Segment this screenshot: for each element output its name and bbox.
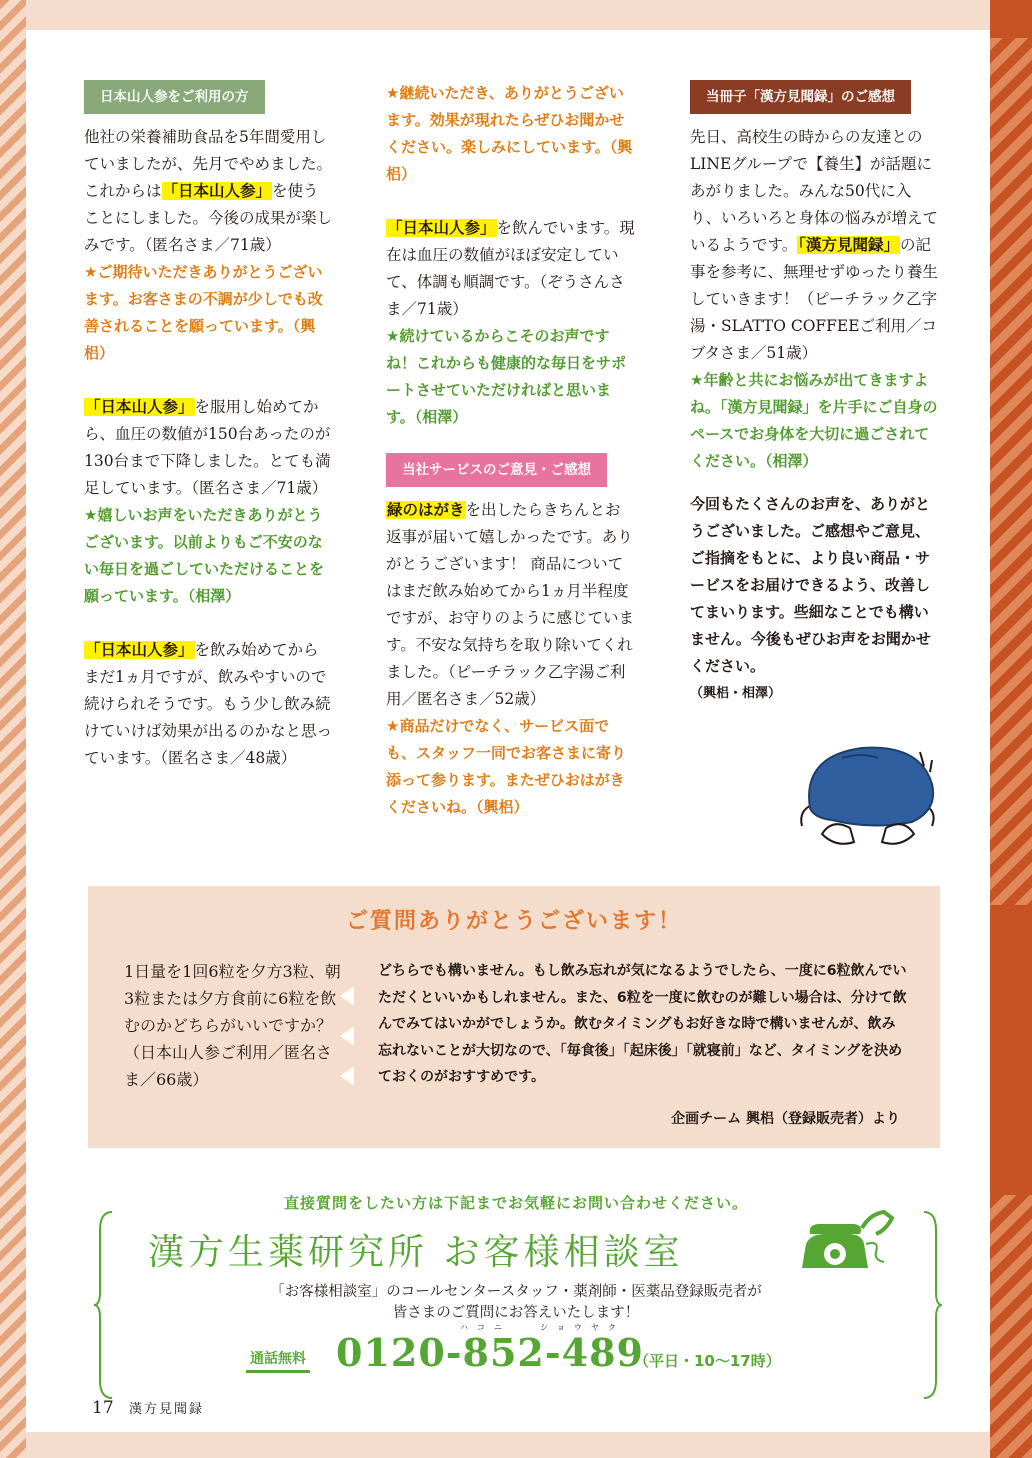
section-header-nihon-yamaninjin: 日本山人参をご利用の方 [84, 80, 265, 114]
testimonial-3: 「日本山人参」を飲み始めてからまだ1ヵ月ですが、飲みやすいので続けられそうです。もう少し飲み続けていけば効果が出るのかなと思っています。（匿名さま／48歳） [84, 641, 333, 767]
qa-answer-signature: 企画チーム 興梠（登録販売者）より [671, 1111, 900, 1127]
bowing-person-illustration [792, 738, 942, 850]
product-highlight: 「日本山人参」 [85, 641, 194, 659]
green-postcard-highlight: 緑のはがき [387, 501, 465, 519]
section-header-service: 当社サービスのご意見・ご感想 [386, 453, 607, 487]
column-3 [690, 80, 940, 707]
staff-reply-2: ★嬉しいお声をいただきありがとうございます。以前よりもご不安のない毎日を過ごしていただけることを願っています。（相澤） [84, 506, 325, 605]
staff-reply-6: ★年齢と共にお悩みが出てきますよね。「漢方見聞録」を片手にご自身のペースでお身体を大切に過ごされてください。（相澤） [690, 371, 938, 470]
closing-signature: （興梠・相澤） [690, 686, 782, 701]
phone-ruby-852: ハコニ [460, 1323, 511, 1332]
qa-arrow-decoration [340, 986, 360, 1106]
qa-question-author: （日本山人参ご利用／匿名さま／66歳） [124, 1043, 333, 1089]
kanpo-kenbunroku-highlight: 「漢方見聞録」 [798, 236, 900, 254]
section-header-booklet: 当冊子「漢方見聞録」のご感想 [690, 80, 911, 114]
staff-reply-4: ★続けているからこそのお声ですね！これからも健康的な毎日をサポートさせていただければと思います。（相澤） [386, 327, 627, 426]
testimonial-6: 先日、高校生の時からの友達とのLINEグループで【養生】が話題にあがりました。みんな50代に入り、いろいろと身体の悩みが増えているようです。「漢方見聞録」の記事を参考に、無理せずゆったり養生していきます！（ピーチラック乙字湯・SLATTO COFFEEご利用／コブタさま／51歳） [690, 128, 939, 362]
top-band [0, 0, 1032, 30]
qa-question: 1日量を1回6粒を夕方3粒、朝3粒または夕方食前に6粒を飲むのかどちらがいいですか？ （日本山人参ご利用／匿名さま／66歳） [124, 962, 341, 1089]
staff-reply-3: ★継続いただき、ありがとうございます。効果が現れたらぜひお聞かせください。楽しみにしています。（興梠） [386, 84, 633, 183]
qa-answer: どちらでも構いません。もし飲み忘れが気になるようでしたら、一度に6粒飲んでいただくといいかもしれません。また、6粒を一度に飲むのが難しい場合は、分けて飲んでみてはいかがでしょうか。飲むタイミングもお好きな時で構いませんが、飲み忘れないことが大切なので、「毎食後」「起床後」「就寝前」など、タイミングを決めておくのがおすすめです。 [378, 963, 907, 1085]
phone-ruby-489: ショウヤク [540, 1323, 625, 1332]
arrow-left-icon [340, 986, 354, 1006]
column-2 [386, 80, 636, 821]
contact-office-name: 漢方生薬研究所 お客様相談室 [148, 1232, 684, 1273]
product-highlight: 「日本山人参」 [85, 398, 194, 416]
staff-reply-5: ★商品だけでなく、サービス面でも、スタッフ一同でお客さまに寄り添って参ります。またぜひおはがきくださいね。（興梠） [386, 717, 627, 816]
business-hours: （平日・10〜17時） [634, 1352, 781, 1370]
magazine-title: 漢方見聞録 [129, 1402, 205, 1417]
testimonial-4: 「日本山人参」を飲んでいます。現在は血圧の数値がほぼ安定していて、体調も順調です。（ぞうさんさま／71歳） [386, 219, 635, 318]
contact-description: 「お客様相談室」のコールセンタースタッフ・薬剤師・医薬品登録販売者が 皆さまのご質問にお答えいたします！ [270, 1284, 762, 1321]
product-highlight: 「日本山人参」 [162, 182, 272, 200]
testimonial-2: 「日本山人参」を服用し始めてから、血圧の数値が150台あったのが130台まで下降しました。とても満足しています。（匿名さま／71歳） [84, 398, 331, 497]
toll-free-label: 通話無料 [246, 1346, 310, 1373]
arrow-left-icon [340, 1026, 354, 1046]
qa-title: ご質問ありがとうございます！ [345, 909, 682, 934]
right-stripe [990, 0, 1032, 1458]
right-accent-top [990, 0, 1032, 38]
contact-lead: 直接質問をしたい方は下記までお気軽にお問い合わせください。 [283, 1194, 748, 1212]
product-highlight: 「日本山人参」 [387, 219, 496, 237]
testimonial-5: 緑のはがきを出したらきちんとお返事が届いて嬉しかったです。ありがとうございます！ 商品についてはまだ飲み始めてから1ヵ月半程度ですが、お守りのように感じています。不安な気持ちを取り除いてくれました。（ピーチラック乙字湯ご利用／匿名さま／52歳） [386, 501, 635, 708]
closing-message: 今回もたくさんのお声を、ありがとうございました。ご感想やご意見、ご指摘をもとに、より良い商品・サービスをお届けできるよう、改善してまいります。些細なことでも構いません。今後もぜひお声をお聞かせください。 [690, 495, 931, 675]
arrow-left-icon [340, 1066, 354, 1086]
testimonial-1: 他社の栄養補助食品を5年間愛用していましたが、先月でやめました。これからは「日本山人参」を使うことにしました。今後の成果が楽しみです。（匿名さま／71歳） [84, 128, 333, 254]
left-stripe [0, 0, 26, 1458]
page-number: 17 [92, 1398, 114, 1418]
bottom-band [0, 1432, 1032, 1458]
qa-box [88, 886, 940, 1148]
page-footer [92, 1398, 204, 1418]
column-1 [84, 80, 334, 772]
staff-reply-1: ★ご期待いただきありがとうございます。お客さまの不調が少しでも改善されることを願っています。（興梠） [84, 263, 323, 362]
telephone-icon [796, 1204, 896, 1276]
phone-number[interactable]: 0120-852-489 [336, 1330, 644, 1375]
right-accent-mid [990, 905, 1032, 1195]
